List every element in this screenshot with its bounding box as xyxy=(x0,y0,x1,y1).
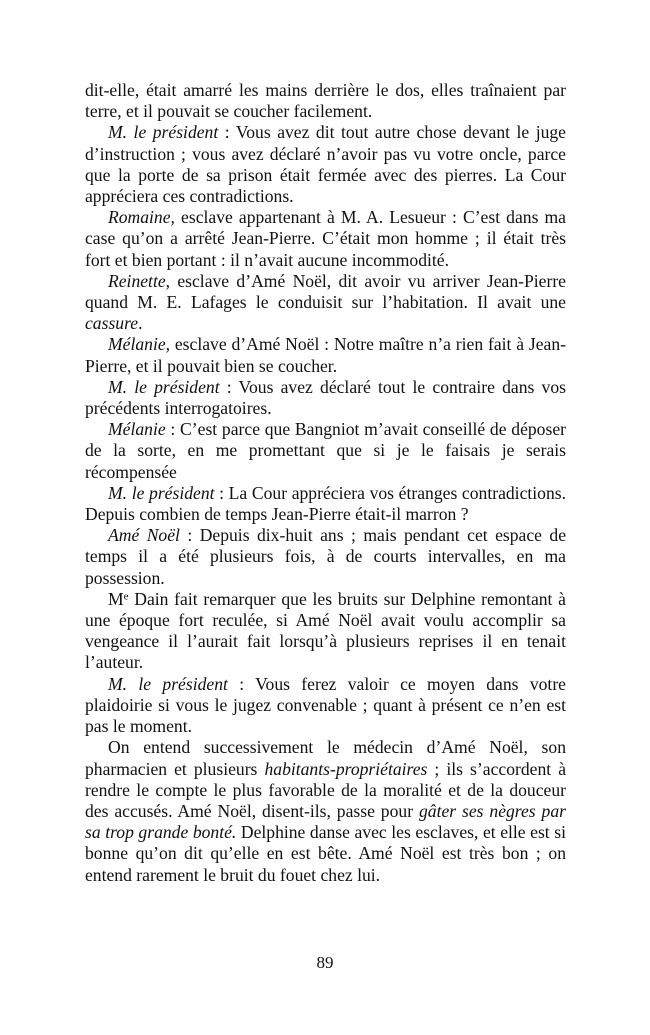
paragraph xyxy=(85,334,566,376)
text-segment: e xyxy=(123,590,129,603)
paragraph xyxy=(85,483,566,525)
italic-text-segment: Romaine, xyxy=(108,207,175,228)
paragraph xyxy=(85,525,566,589)
text-segment: ; ils s’accordent à rendre le compte le plus favorable de la moralité et de la douceur des accusés. Amé Noël, disent-ils, passe pour xyxy=(85,758,567,821)
paragraph xyxy=(85,377,566,419)
italic-text-segment: Amé Noël xyxy=(108,525,180,546)
italic-text-segment: habitants-propriétaires xyxy=(264,758,428,779)
italic-text-segment: gâter ses nègres par sa trop grande bonté. xyxy=(85,800,566,843)
text-segment: : C’est parce que Bangniot m’avait conseillé de déposer de la sorte, en me promettant que si je le faisais je serais récompensée xyxy=(85,419,566,482)
italic-text-segment: cassure xyxy=(85,313,139,334)
italic-text-segment: M. le président xyxy=(108,482,215,503)
paragraph xyxy=(85,207,566,271)
text-segment: : Vous ferez valoir ce moyen dans votre plaidoirie si vous le jugez convenable ; quant à présent ce n’en est pas le moment. xyxy=(85,673,566,737)
text-segment: esclave appartenant à M. A. Lesueur : C’est dans ma case qu’on a arrêté Jean-Pierre. C’était mon homme ; il était très fort et bien portant : il n’avait aucune incommodité. xyxy=(85,207,566,270)
text-segment: On entend successivement le médecin d’Amé Noël, son pharmacien et plusieurs xyxy=(85,737,566,779)
text-segment: Dain fait remarquer que les bruits sur Delphine remontant à une époque fort reculée, si Amé Noël avait voulu accomplir sa vengeance il l’aurait fait lorsqu’à plusieurs reprises il en tenait l’auteur. xyxy=(85,588,566,673)
paragraph xyxy=(85,737,566,885)
text-segment: : Depuis dix-huit ans ; mais pendant cet espace de temps il a été plusieurs fois, à de courts intervalles, en ma possession. xyxy=(85,525,567,588)
paragraph xyxy=(85,589,566,674)
text-segment: M xyxy=(108,588,124,609)
italic-text-segment: Mélanie xyxy=(108,419,166,440)
text-segment: : Vous avez déclaré tout le contraire dans vos précédents interrogatoires. xyxy=(85,376,567,419)
paragraph xyxy=(85,122,566,207)
paragraph xyxy=(85,271,566,335)
text-segment: dit-elle, était amarré les mains derrière le dos, elles traînaient par terre, et il pouvait se coucher facilement. xyxy=(85,80,566,122)
text-segment: , esclave d’Amé Noël, dit avoir vu arriver Jean-Pierre quand M. E. Lafages le conduisit sur l’habitation. Il avait une xyxy=(85,270,566,313)
italic-text-segment: M. le président xyxy=(108,122,219,143)
page-number: 89 xyxy=(316,953,334,972)
paragraph xyxy=(85,674,566,738)
paragraph xyxy=(85,80,566,122)
text-segment: esclave d’Amé Noël : Notre maître n’a rien fait à Jean-Pierre, et il pouvait bien se coucher. xyxy=(85,334,566,376)
paragraph xyxy=(85,419,566,483)
italic-text-segment: Reinette xyxy=(108,270,166,291)
text-segment: : La Cour appréciera vos étranges contradictions. Depuis combien de temps Jean-Pierre était-il marron ? xyxy=(85,482,566,525)
italic-text-segment: M. le président xyxy=(108,376,220,397)
page-body xyxy=(85,80,566,886)
text-segment: : Vous avez dit tout autre chose devant le juge d’instruction ; vous avez déclaré n’avoir pas vu votre oncle, parce que la porte de sa prison était fermée avec des pierres. La Cour appréciera ces contradictions. xyxy=(85,122,566,207)
italic-text-segment: M. le président xyxy=(108,673,228,694)
italic-text-segment: Mélanie, xyxy=(108,334,171,355)
body-text xyxy=(85,80,566,886)
text-segment: . xyxy=(138,313,143,334)
text-segment: Delphine danse avec les esclaves, et elle est si bonne qu’on dit qu’elle en est bête. Amé Noël est très bon ; on entend rarement le bruit du fouet chez lui. xyxy=(85,822,566,885)
